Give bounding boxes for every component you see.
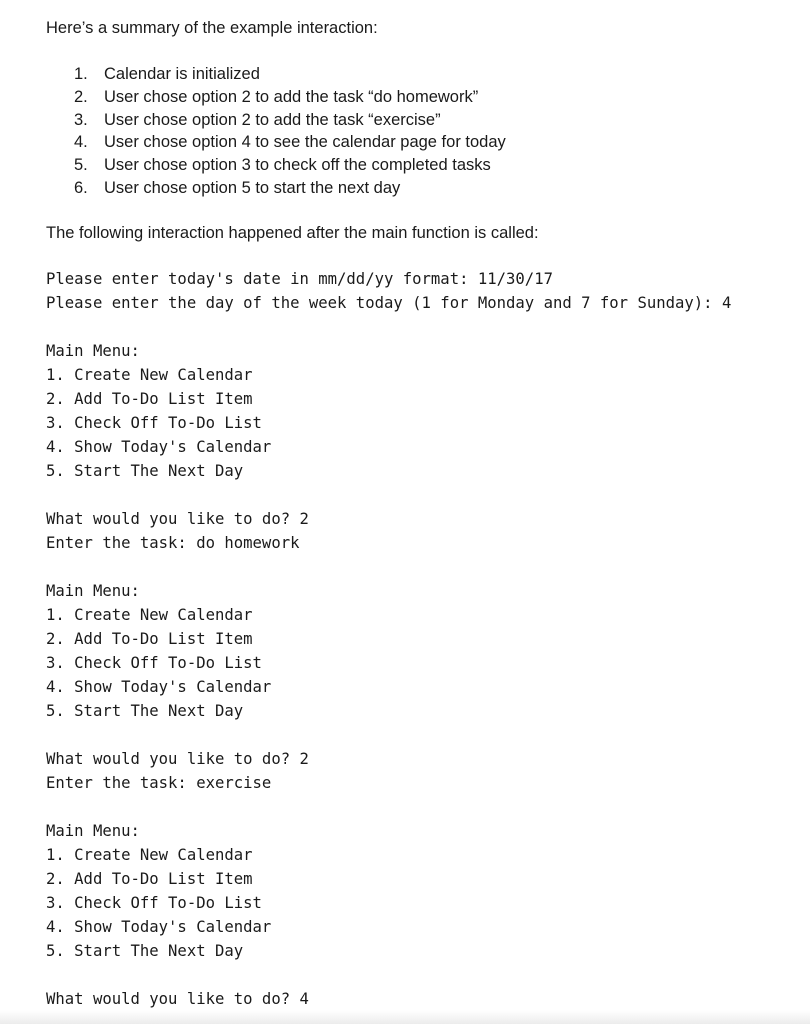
console-line: 2. Add To-Do List Item: [46, 630, 253, 648]
console-line: 4. Show Today's Calendar: [46, 918, 272, 936]
console-line: 1. Create New Calendar: [46, 366, 253, 384]
step-number: 1.: [74, 65, 88, 83]
console-transcript: [46, 267, 731, 1011]
console-line: Please enter today's date in mm/dd/yy format: 11/30/17: [46, 270, 553, 288]
console-line: 2. Add To-Do List Item: [46, 870, 253, 888]
console-line: 1. Create New Calendar: [46, 606, 253, 624]
console-line: Please enter the day of the week today (1 for Monday and 7 for Sunday): 4: [46, 294, 732, 312]
console-line: What would you like to do? 2: [46, 510, 309, 528]
console-blank-line: [46, 963, 731, 987]
step-text: Calendar is initialized: [104, 65, 260, 83]
step-text: User chose option 2 to add the task “exercise”: [104, 110, 441, 129]
console-line: Main Menu:: [46, 582, 140, 600]
step-item: [74, 131, 506, 154]
console-line: What would you like to do? 2: [46, 750, 309, 768]
console-blank-line: [46, 483, 731, 507]
step-number: 4.: [74, 133, 88, 152]
console-line: 2. Add To-Do List Item: [46, 390, 253, 408]
console-line: 3. Check Off To-Do List: [46, 654, 262, 672]
step-text: User chose option 4 to see the calendar page for today: [104, 133, 506, 152]
console-line: Enter the task: exercise: [46, 774, 272, 792]
console-line: 5. Start The Next Day: [46, 942, 244, 960]
page-bottom-edge: [0, 1010, 810, 1024]
console-line: 3. Check Off To-Do List: [46, 414, 262, 432]
console-line: Main Menu:: [46, 342, 140, 360]
step-text: User chose option 5 to start the next day: [104, 178, 401, 197]
console-line: Main Menu:: [46, 822, 140, 840]
step-number: 3.: [74, 110, 88, 129]
console-blank-line: [46, 555, 731, 579]
console-line: 3. Check Off To-Do List: [46, 894, 262, 912]
console-line: Enter the task: do homework: [46, 534, 300, 552]
step-item: [74, 109, 506, 132]
step-item: [74, 177, 506, 200]
console-blank-line: [46, 723, 731, 747]
console-line: 1. Create New Calendar: [46, 846, 253, 864]
console-line: 4. Show Today's Calendar: [46, 678, 272, 696]
step-text: User chose option 3 to check off the completed tasks: [104, 156, 491, 175]
following-interaction-text: The following interaction happened after the main function is called:: [46, 224, 539, 242]
console-line: What would you like to do? 4: [46, 990, 309, 1008]
step-number: 2.: [74, 87, 88, 106]
console-blank-line: [46, 795, 731, 819]
step-item: [74, 63, 506, 86]
step-number: 5.: [74, 156, 88, 175]
console-line: 4. Show Today's Calendar: [46, 438, 272, 456]
step-text: User chose option 2 to add the task “do homework”: [104, 87, 479, 106]
console-line: 5. Start The Next Day: [46, 462, 244, 480]
console-line: 5. Start The Next Day: [46, 702, 244, 720]
step-number: 6.: [74, 178, 88, 197]
interaction-steps-list: [74, 63, 506, 200]
console-blank-line: [46, 315, 731, 339]
step-item: [74, 154, 506, 177]
step-item: [74, 86, 506, 109]
intro-text: Here’s a summary of the example interaction:: [46, 19, 378, 37]
